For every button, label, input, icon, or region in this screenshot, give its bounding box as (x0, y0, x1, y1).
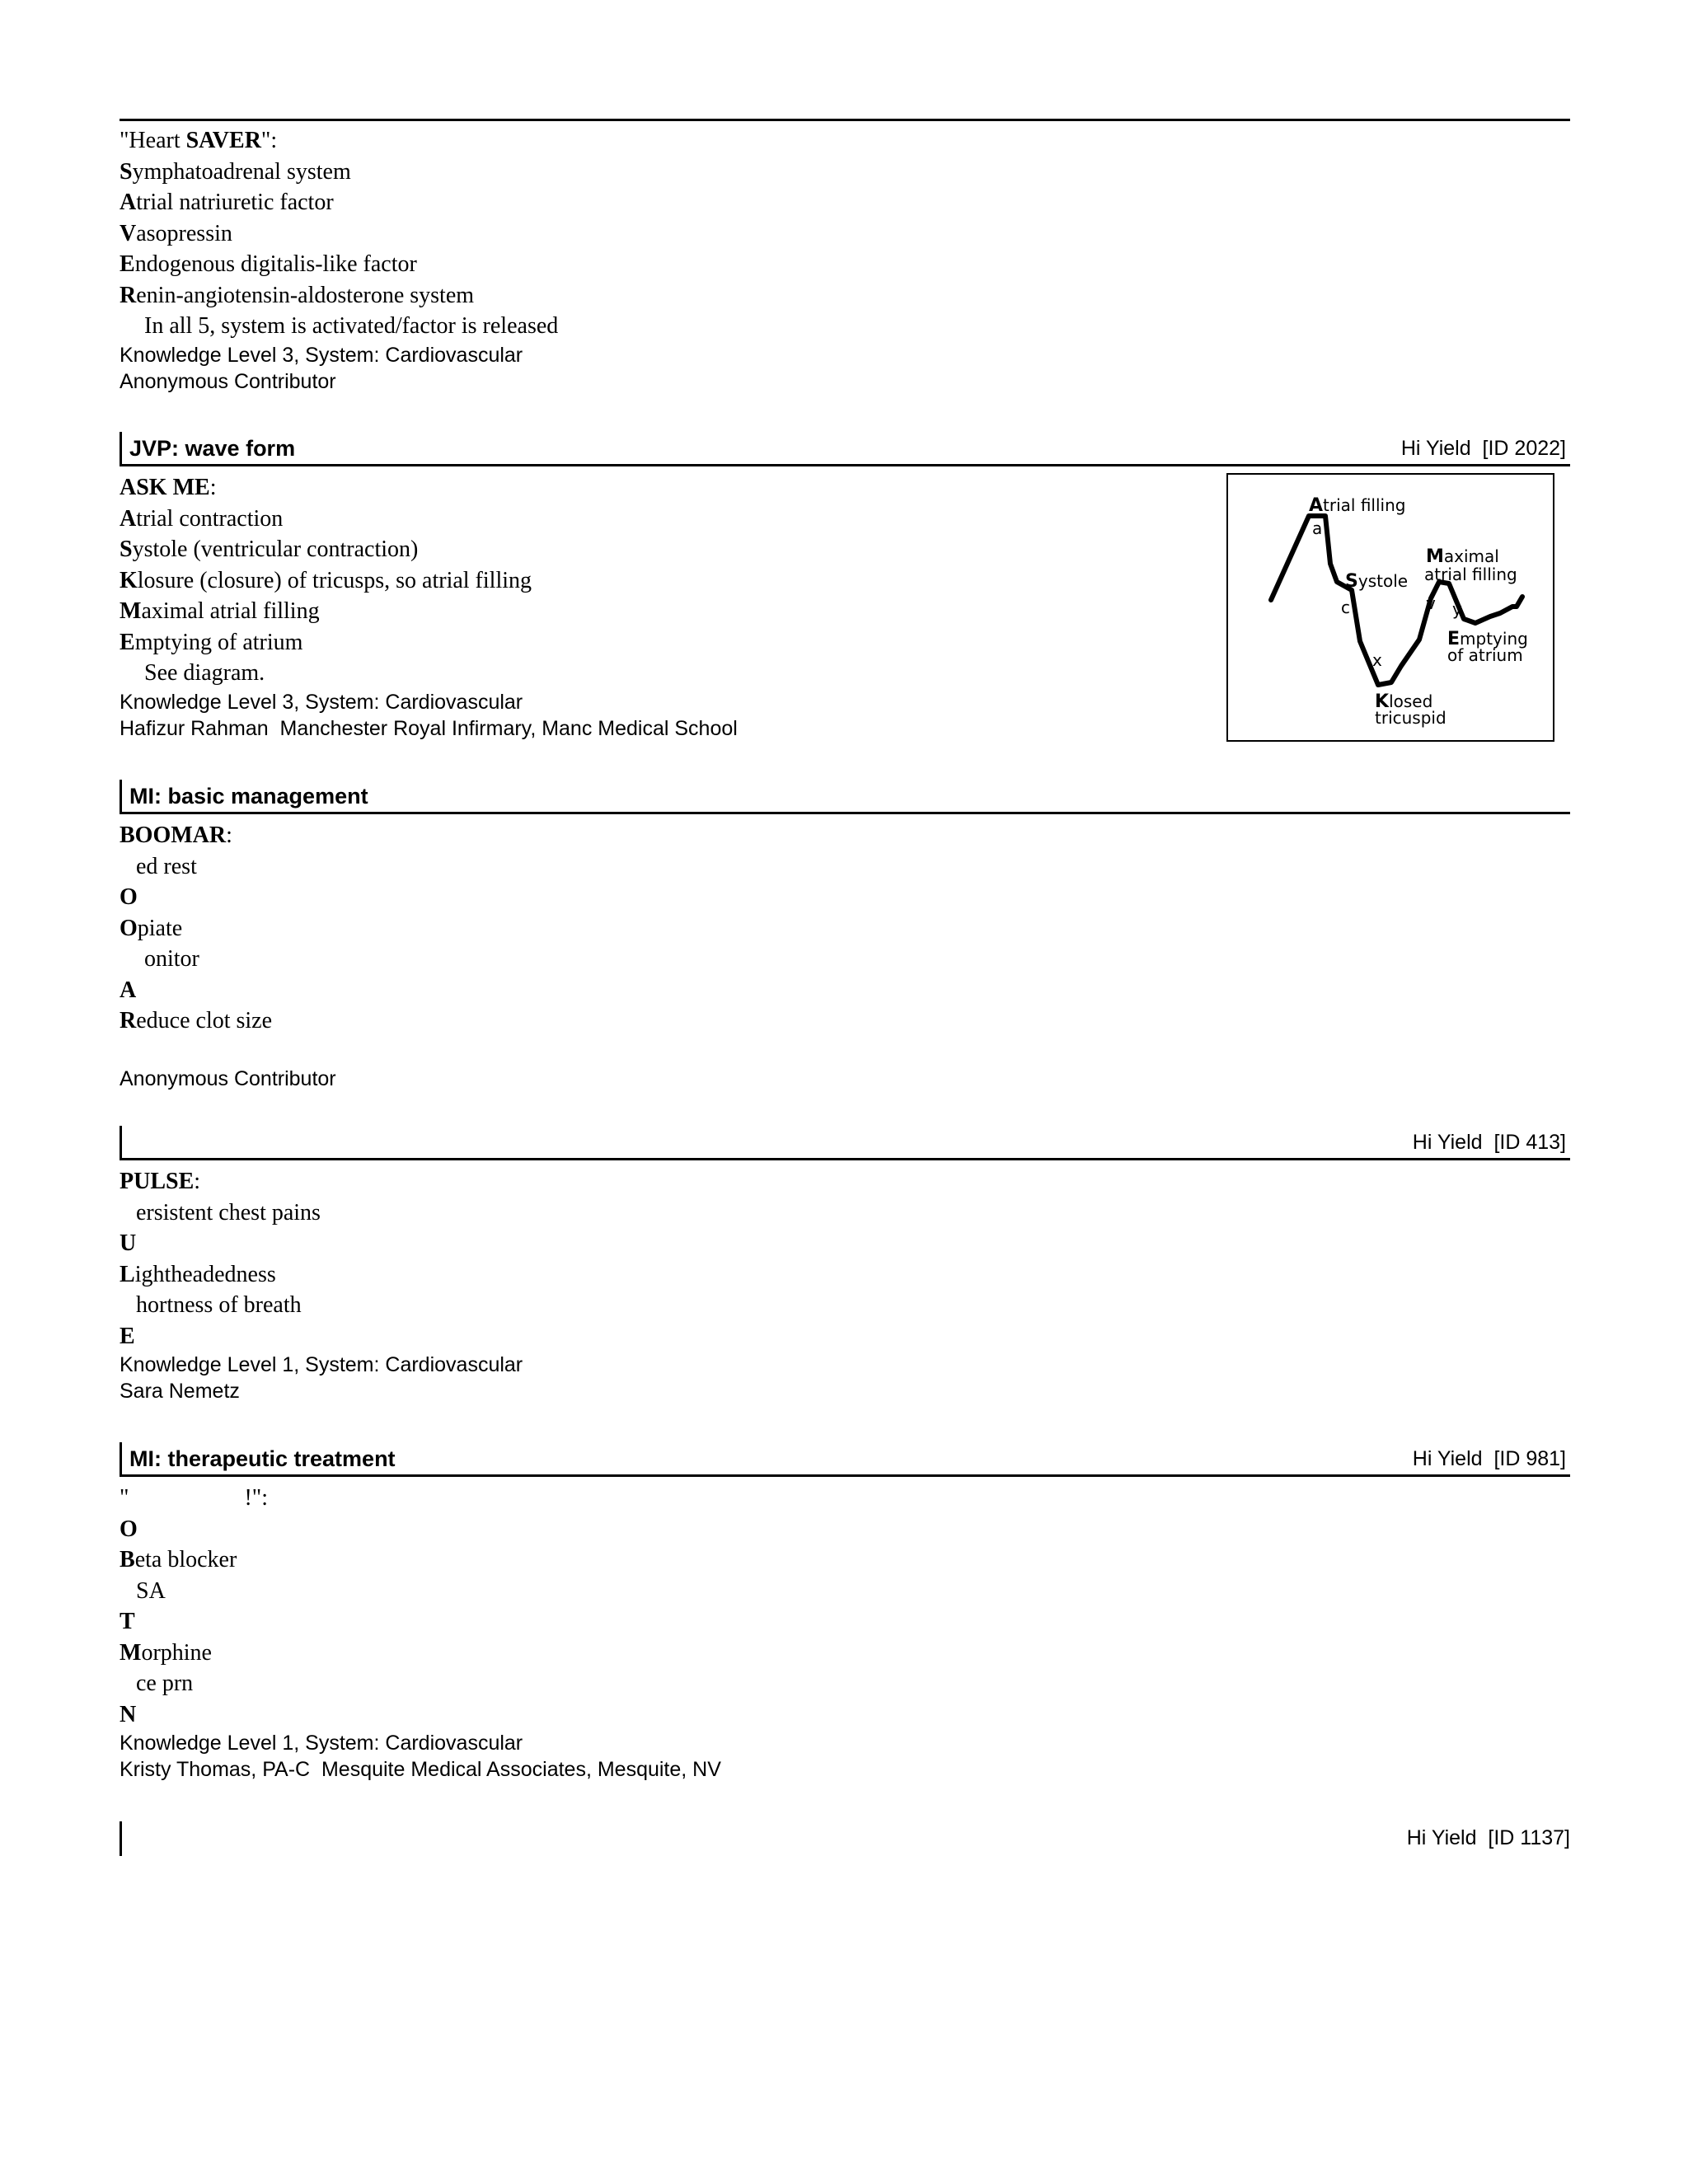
mnemonic-line: Atrial natriuretic factor (120, 190, 334, 215)
header-rule (120, 1474, 1570, 1477)
mnemonic-line: O (120, 1516, 138, 1542)
mnemonic-line: Lightheadedness (120, 1261, 276, 1287)
header-bar (120, 780, 122, 814)
wave-label-x: x (1372, 650, 1382, 670)
mnemonic-line: "Heart SAVER": (120, 128, 278, 153)
label-systole: Systole (1345, 571, 1409, 592)
label-emptying: Emptying (1447, 629, 1528, 649)
trailing-header-bar (120, 1821, 122, 1856)
header-rule (120, 464, 1570, 466)
top-rule (120, 119, 1570, 121)
mnemonic-line: Reduce clot size (120, 1008, 273, 1033)
entry-meta (120, 342, 1570, 395)
entry-title: JVP: wave form (129, 436, 296, 461)
header-rule (120, 1158, 1570, 1160)
hi-yield-tag: Hi Yield [ID 413] (1412, 1131, 1566, 1154)
header-rule (120, 812, 1570, 814)
mnemonic-line: Vasopressin (120, 220, 232, 246)
wave-label-y: y (1452, 599, 1462, 619)
label-klosed: Klosed (1375, 691, 1433, 712)
mnemonic-line: ersistent chest pains (136, 1199, 321, 1226)
header-bar (120, 1126, 122, 1160)
contributor: Anonymous Contributor (120, 369, 336, 393)
mnemonic-line: U (120, 1230, 137, 1256)
label-maximal: Maximal (1426, 546, 1499, 567)
trailing-hi-yield-tag: Hi Yield [ID 1137] (1406, 1826, 1570, 1849)
entry-pulse (120, 1166, 1570, 1404)
entry-meta (120, 1066, 1570, 1092)
mnemonic-line: E (120, 1323, 135, 1349)
knowledge-level: Knowledge Level 1, System: Cardiovascular (120, 1353, 523, 1376)
mnemonic-line: Symphatoadrenal system (120, 158, 351, 185)
entry-header-mi-basic (120, 780, 1570, 814)
wave-label-c: c (1341, 598, 1350, 617)
entry-header-id-413 (120, 1126, 1570, 1160)
wave-label-a: a (1312, 518, 1323, 538)
wave-label-v: v (1426, 593, 1436, 613)
jvp-waveform-diagram (1226, 473, 1554, 742)
hi-yield-tag: Hi Yield [ID 981] (1412, 1447, 1566, 1470)
label-klosed-line2: tricuspid (1375, 708, 1447, 728)
mnemonic-line: Maximal atrial filling (120, 598, 320, 624)
contributor: Kristy Thomas, PA-C Mesquite Medical Associates, Mesquite, NV (120, 1758, 721, 1781)
mnemonic-line: BOOMAR: (120, 823, 232, 848)
knowledge-level: Knowledge Level 3, System: Cardiovascular (120, 690, 523, 714)
mnemonic-body (120, 820, 1570, 1037)
mnemonic-line: T (120, 1609, 135, 1634)
header-bar (120, 432, 122, 466)
entry-header-mi-therapeutic (120, 1442, 1570, 1477)
mnemonic-line: N (120, 1701, 137, 1727)
mnemonic-line: onitor (144, 946, 199, 972)
entry-mi-basic (120, 820, 1570, 1092)
knowledge-level: Knowledge Level 1, System: Cardiovascular (120, 1732, 523, 1755)
entry-title: MI: basic management (129, 784, 368, 808)
mnemonic-line: Endogenous digitalis-like factor (120, 251, 417, 277)
knowledge-level: Knowledge Level 3, System: Cardiovascular (120, 343, 523, 367)
mnemonic-line: SA (136, 1577, 166, 1604)
mnemonic-body (120, 125, 1570, 342)
mnemonic-line: " !": (120, 1485, 268, 1511)
mnemonic-line: Renin-angiotensin-aldosterone system (120, 282, 475, 308)
mnemonic-line: Atrial contraction (120, 505, 284, 532)
mnemonic-line: Morphine (120, 1639, 212, 1666)
mnemonic-line: Emptying of atrium (120, 629, 303, 655)
mnemonic-line: hortness of breath (136, 1292, 302, 1318)
entry-mi-therapeutic (120, 1483, 1570, 1783)
jvp-waveform-svg (1228, 475, 1553, 740)
mnemonic-line: PULSE: (120, 1169, 201, 1194)
mnemonic-line: Systole (ventricular contraction) (120, 537, 419, 562)
mnemonic-line: O (120, 884, 138, 910)
entry-meta (120, 1352, 1570, 1404)
header-bar (120, 1442, 122, 1477)
entry-header-jvp (120, 432, 1570, 466)
entry-meta (120, 1730, 1570, 1783)
entry-heart-saver (120, 125, 1570, 395)
mnemonic-line: ASK ME: (120, 475, 217, 500)
mnemonic-line: ed rest (136, 853, 197, 879)
mnemonic-line: Opiate (120, 915, 183, 941)
entry-title: MI: therapeutic treatment (129, 1446, 396, 1471)
mnemonic-line: Klosure (closure) of tricusps, so atrial filling (120, 567, 532, 593)
hi-yield-tag: Hi Yield [ID 2022] (1400, 437, 1566, 460)
mnemonic-line: Beta blocker (120, 1547, 237, 1572)
mnemonic-note: See diagram. (144, 660, 265, 686)
mnemonic-body (120, 1483, 1570, 1730)
label-atrial-filling: Atrial filling (1309, 495, 1406, 516)
mnemonic-line: ce prn (136, 1671, 194, 1696)
label-emptying-line2: of atrium (1447, 645, 1523, 665)
contributor: Anonymous Contributor (120, 1066, 336, 1090)
contributor: Hafizur Rahman Manchester Royal Infirmary, Manc Medical School (120, 716, 738, 740)
contributor: Sara Nemetz (120, 1380, 240, 1403)
label-maximal-line2: atrial filling (1424, 565, 1517, 584)
mnemonic-note: In all 5, system is activated/factor is released (144, 313, 559, 339)
mnemonic-line: A (120, 977, 137, 1003)
mnemonic-body (120, 1166, 1570, 1352)
